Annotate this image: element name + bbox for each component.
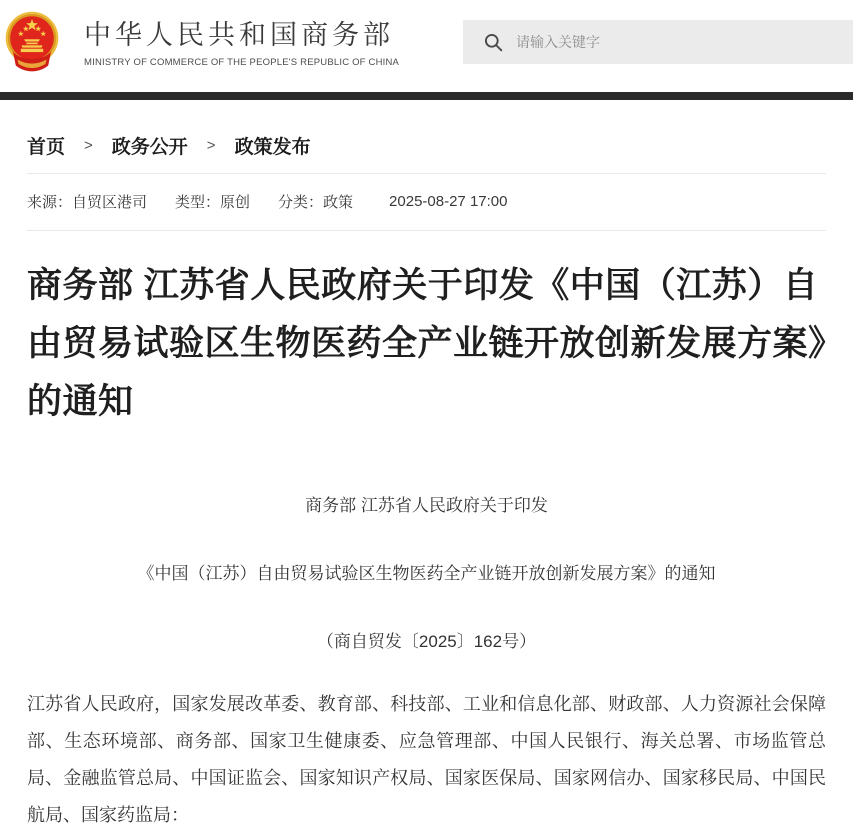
- site-subtitle: MINISTRY OF COMMERCE OF THE PEOPLE'S REPUBLIC OF CHINA: [84, 57, 400, 68]
- article-meta: [27, 174, 826, 231]
- site-logo[interactable]: [4, 10, 60, 74]
- main-content: [0, 132, 853, 834]
- meta-category: 分类：政策: [278, 194, 354, 211]
- document-heading-line2: 《中国（江苏）自由贸易试验区生物医药全产业链开放创新发展方案》的通知: [137, 564, 716, 583]
- article-opening-paragraph: 江苏省人民政府，国家发展改革委、教育部、科技部、工业和信息化部、财政部、人力资源社会保障部、生态环境部、商务部、国家卫生健康委、应急管理部、中国人民银行、海关总署、市场监管总局、金融监管总局、中国证监会、国家知识产权局、国家医保局、国家网信办、国家移民局、中国民航局、国家药监局：: [27, 694, 826, 825]
- breadcrumb-home[interactable]: 首页: [27, 137, 66, 158]
- meta-type: 类型：原创: [175, 194, 251, 211]
- breadcrumb-separator-icon: >: [206, 136, 216, 154]
- meta-source: 来源：自贸区港司: [27, 194, 148, 211]
- site-title-block: [84, 20, 399, 68]
- breadcrumb-policy-release[interactable]: 政策发布: [234, 137, 311, 158]
- header-divider-bar: [0, 92, 853, 100]
- breadcrumb-government-affairs[interactable]: 政务公开: [111, 137, 188, 158]
- search-icon[interactable]: [484, 33, 503, 52]
- site-title: 中华人民共和国商务部: [84, 20, 394, 50]
- document-number: （商自贸发〔2025〕162号）: [316, 632, 537, 651]
- site-header: [0, 0, 853, 92]
- breadcrumb: [27, 132, 826, 174]
- search-input[interactable]: [516, 34, 853, 50]
- search-box[interactable]: [463, 20, 853, 64]
- article-title: 商务部 江苏省人民政府关于印发《中国（江苏）自由贸易试验区生物医药全产业链开放创新发展方案》的通知: [27, 266, 827, 421]
- breadcrumb-separator-icon: >: [84, 136, 93, 154]
- document-heading-line1: 商务部 江苏省人民政府关于印发: [305, 496, 548, 515]
- meta-datetime: 2025-08-27 17:00: [389, 193, 508, 210]
- national-emblem-icon: [4, 61, 60, 78]
